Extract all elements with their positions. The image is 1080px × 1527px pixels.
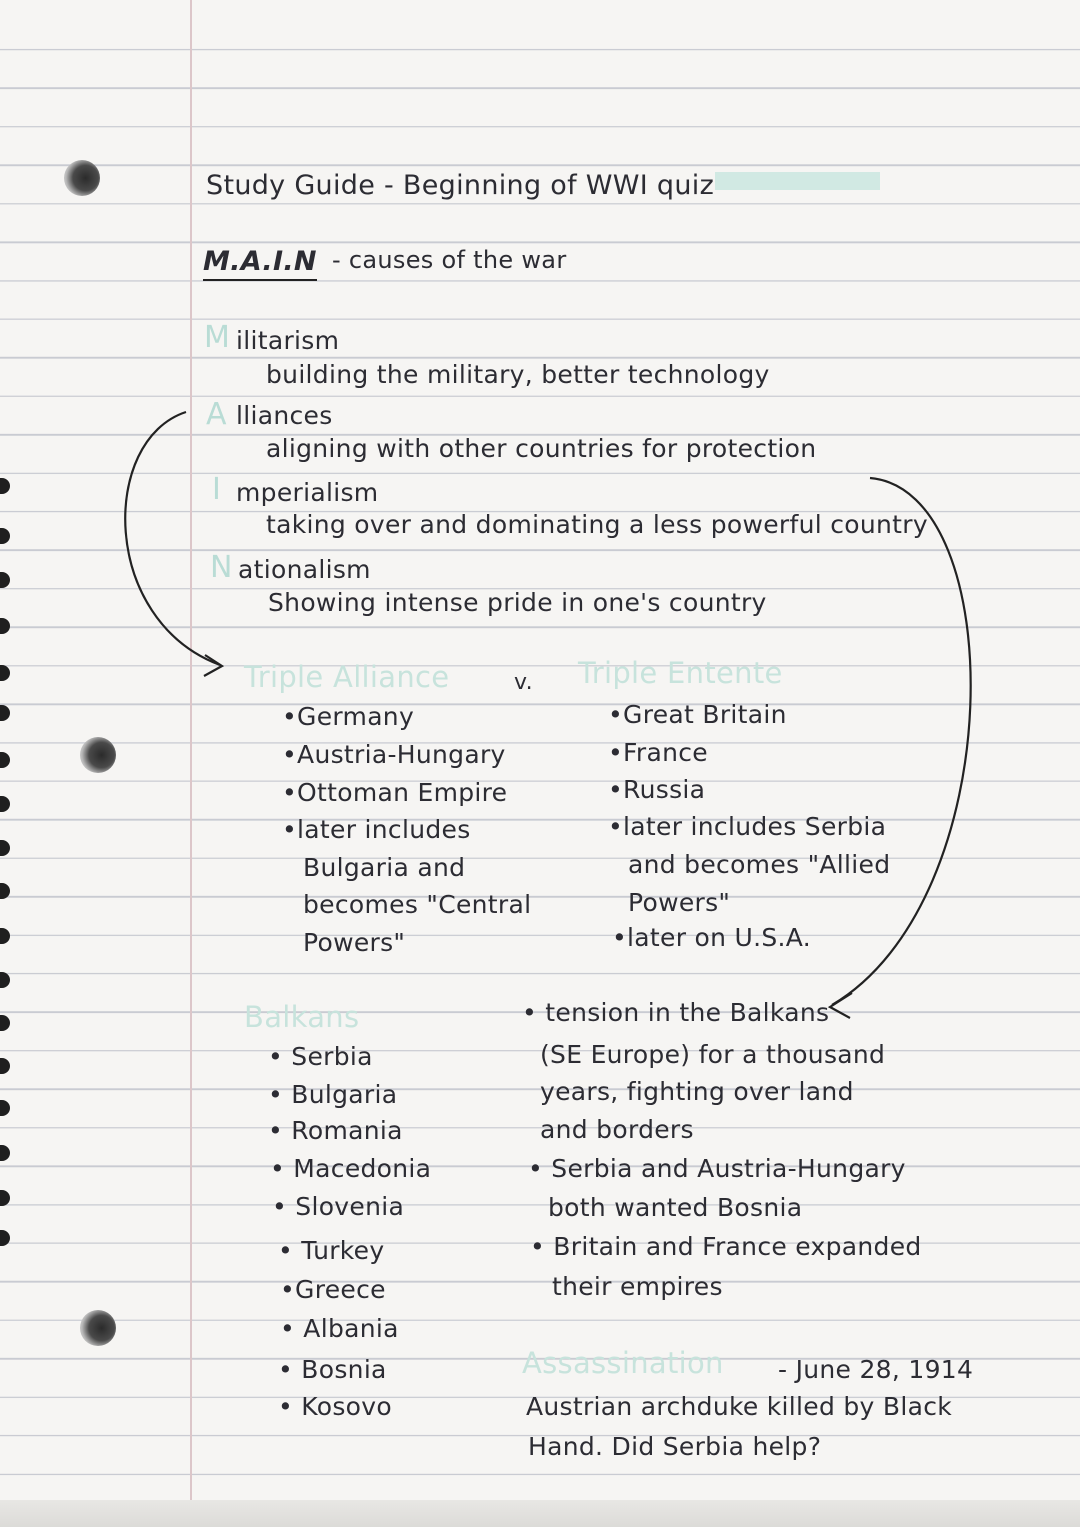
cause-imperialism: mperialism — [236, 478, 379, 507]
balkan-country: • Serbia — [268, 1042, 373, 1071]
balkan-note-cont: their empires — [552, 1272, 723, 1301]
balkan-country: • Turkey — [278, 1236, 385, 1265]
alliance-later-note-cont: Powers" — [303, 928, 406, 957]
alliance-later-note-cont: Bulgaria and — [303, 853, 466, 882]
balkan-country: • Albania — [280, 1314, 399, 1343]
entente-member: •France — [608, 738, 708, 767]
balkans-heading: Balkans — [244, 1000, 360, 1034]
balkan-note-cont: both wanted Bosnia — [548, 1193, 803, 1222]
alliance-member: •Ottoman Empire — [282, 778, 508, 807]
cause-nationalism-desc: Showing intense pride in one's country — [268, 588, 767, 617]
main-acronym: M.A.I.N — [203, 246, 317, 281]
cause-militarism: ilitarism — [236, 326, 340, 355]
balkan-note-cont: years, fighting over land — [540, 1077, 854, 1106]
cause-alliances-desc: aligning with other countries for protection — [266, 434, 817, 463]
balkan-country: •Greece — [280, 1275, 386, 1304]
entente-later-note: •later includes Serbia — [608, 812, 887, 841]
entente-later-note-cont: Powers" — [628, 888, 731, 917]
balkan-country: • Slovenia — [272, 1192, 405, 1221]
alliance-member: •Germany — [282, 702, 415, 731]
cause-letter-alliances: A — [206, 397, 227, 432]
imperialism-arrow — [832, 478, 971, 1005]
main-subtitle: - causes of the war — [332, 246, 567, 274]
alliance-later-note: •later includes — [282, 815, 471, 844]
balkan-country: • Bulgaria — [268, 1080, 398, 1109]
balkan-note: • Serbia and Austria-Hungary — [528, 1154, 906, 1183]
triple-alliance-heading: Triple Alliance — [244, 660, 450, 694]
page-title: Study Guide - Beginning of WWI quiz — [206, 170, 715, 201]
alliance-later-note-cont: becomes "Central — [303, 890, 532, 919]
alliance-member: •Austria-Hungary — [282, 740, 506, 769]
balkan-country: • Macedonia — [270, 1154, 432, 1183]
imperialism-arrowhead — [830, 993, 852, 1018]
assassination-heading: Assassination — [522, 1346, 724, 1380]
cause-imperialism-desc: taking over and dominating a less powerful country — [266, 510, 928, 539]
entente-later-note-cont: and becomes "Allied — [628, 850, 891, 879]
entente-member: •Great Britain — [608, 700, 787, 729]
assassination-line: Hand. Did Serbia help? — [528, 1432, 822, 1461]
assassination-line: Austrian archduke killed by Black — [526, 1392, 953, 1421]
cause-letter-nationalism: N — [210, 550, 233, 585]
cause-alliances: lliances — [236, 401, 333, 430]
balkan-country: • Romania — [268, 1116, 403, 1145]
cause-letter-imperialism: I — [212, 472, 221, 507]
balkan-note: • Britain and France expanded — [530, 1232, 922, 1261]
balkan-note-cont: (SE Europe) for a thousand — [540, 1040, 886, 1069]
balkan-note: • tension in the Balkans — [522, 998, 830, 1027]
balkan-country: • Bosnia — [278, 1355, 387, 1384]
balkan-note-cont: and borders — [540, 1115, 694, 1144]
assassination-date: - June 28, 1914 — [778, 1355, 974, 1384]
entente-usa-note: •later on U.S.A. — [612, 923, 811, 952]
triple-entente-heading: Triple Entente — [578, 656, 783, 690]
versus-label: v. — [514, 670, 533, 695]
balkan-country: • Kosovo — [278, 1392, 392, 1421]
entente-member: •Russia — [608, 775, 706, 804]
cause-nationalism: ationalism — [238, 555, 371, 584]
cause-letter-militarism: M — [204, 320, 230, 355]
alliances-arrow — [125, 412, 220, 665]
cause-militarism-desc: building the military, better technology — [266, 360, 770, 389]
